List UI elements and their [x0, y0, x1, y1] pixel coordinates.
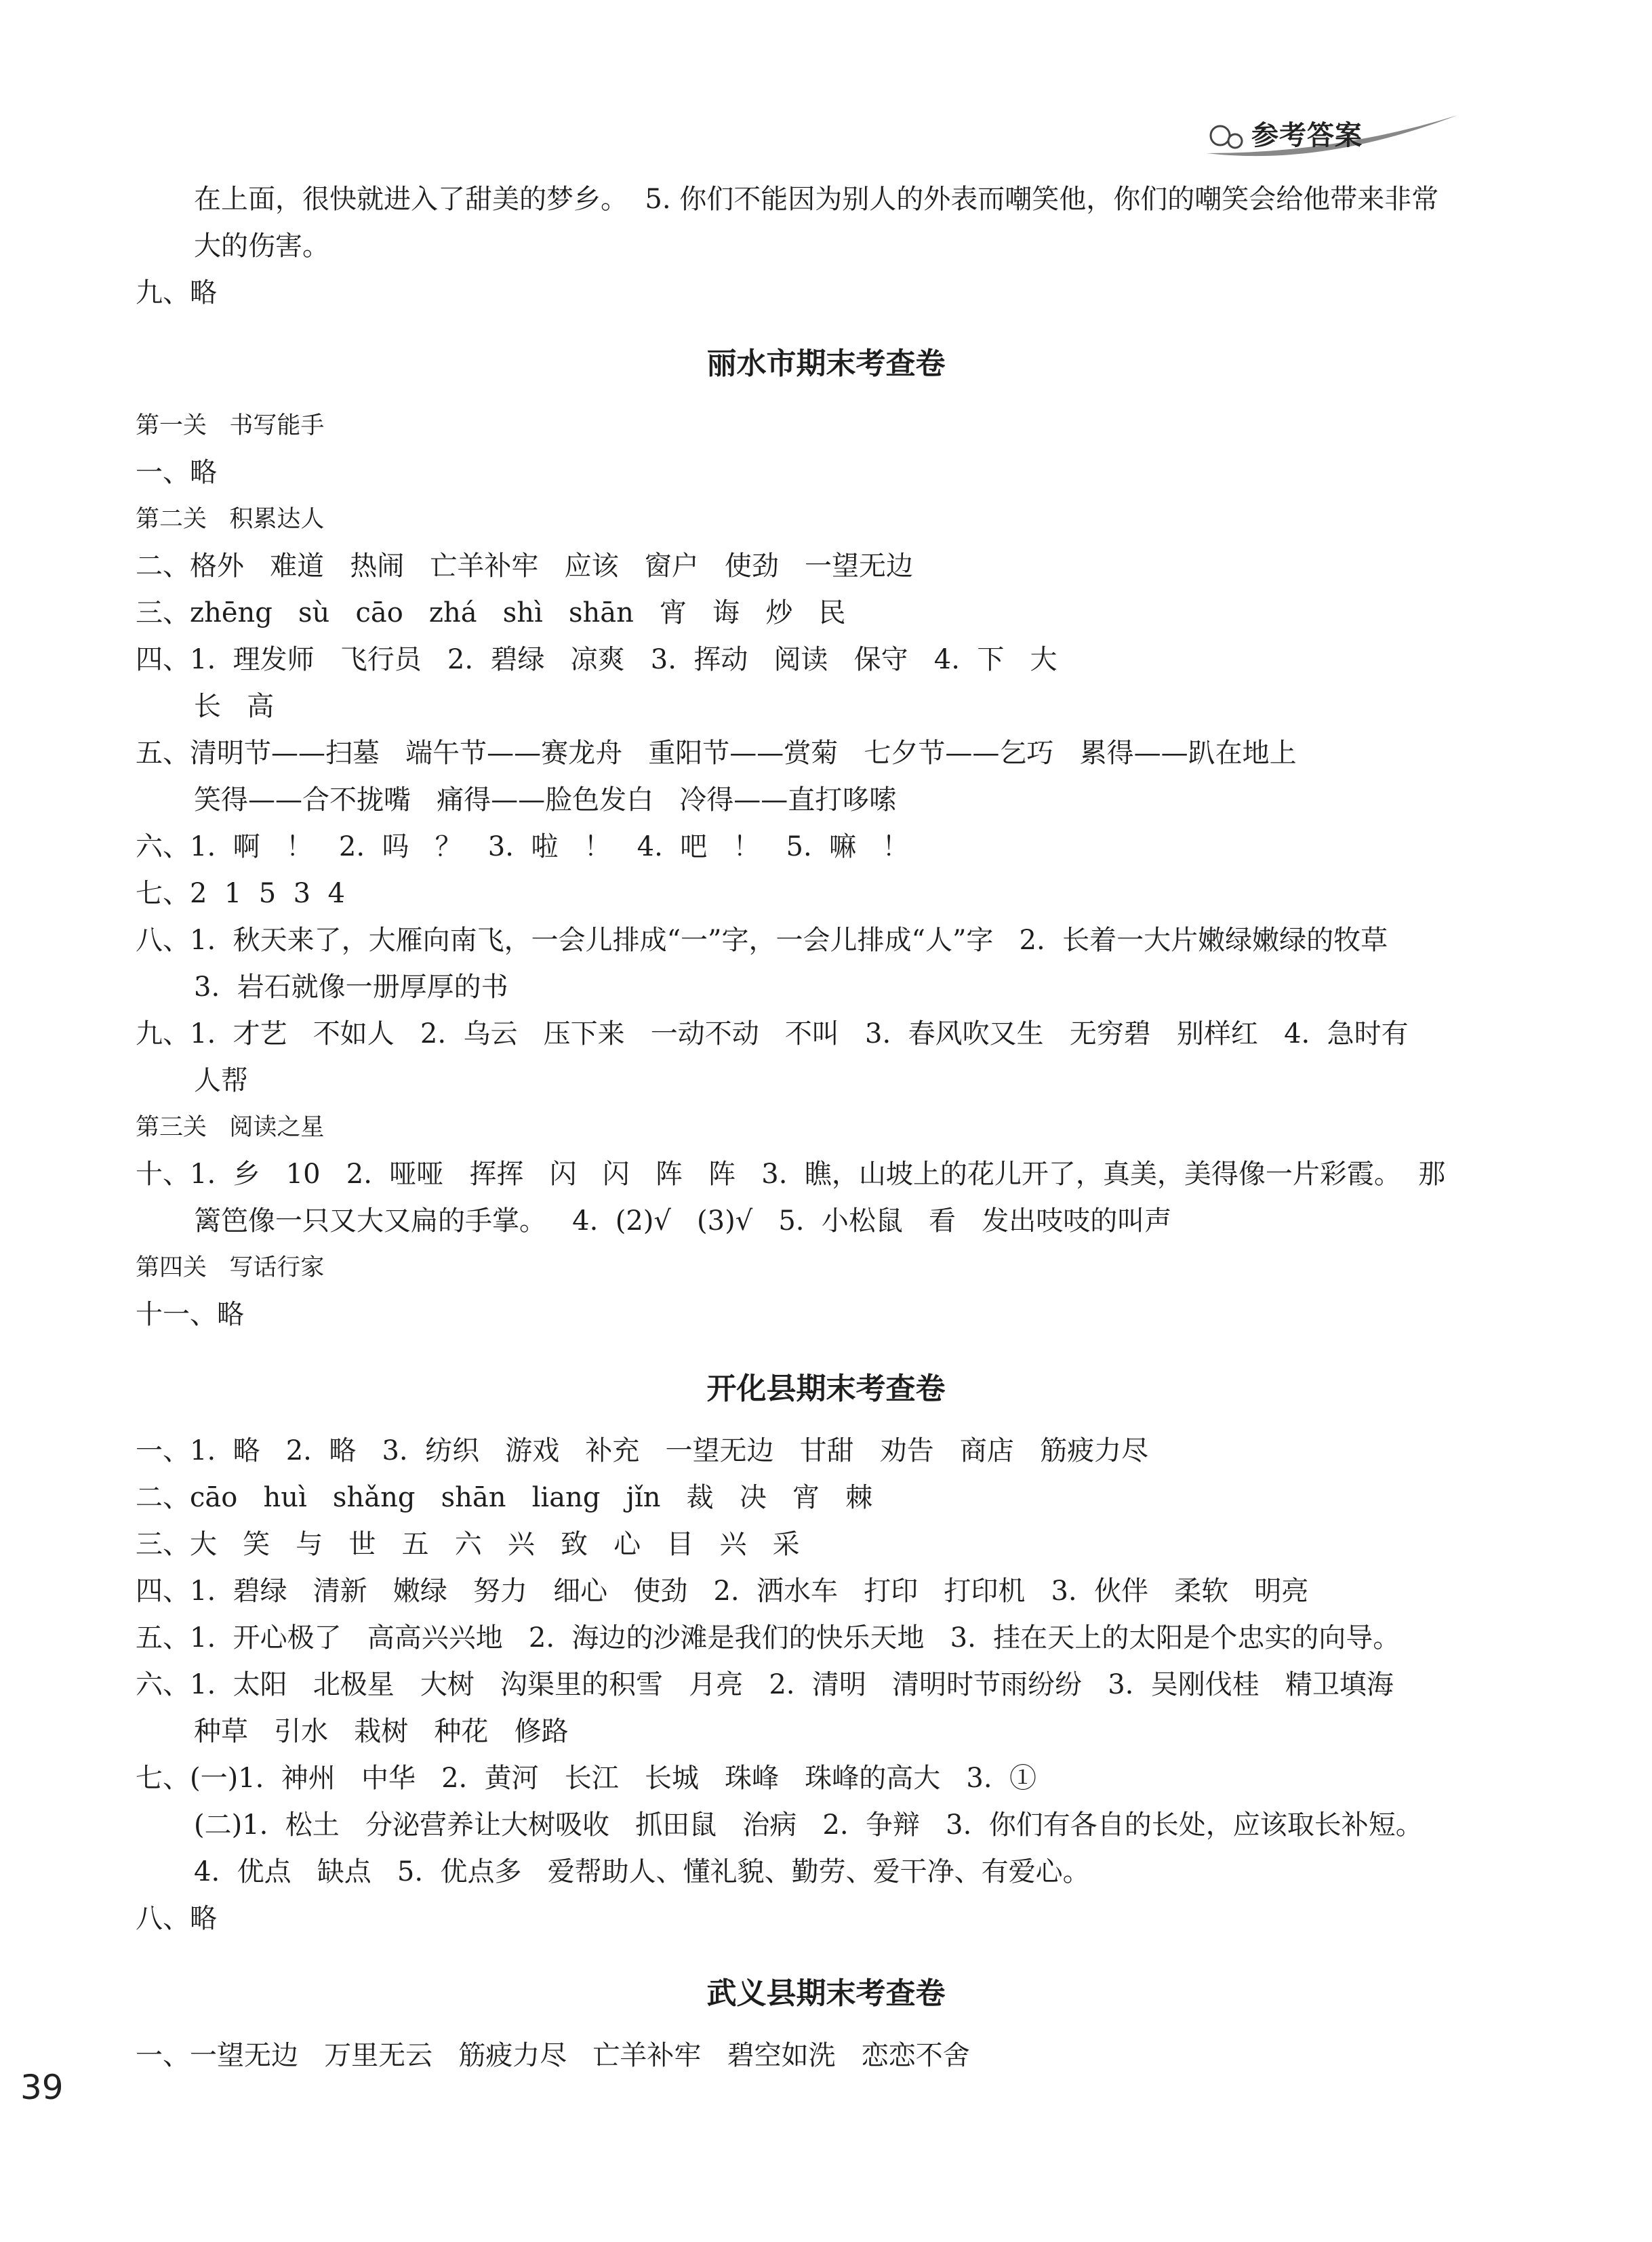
- text-line: 篱笆像一只又大又扁的手掌。 4. (2)√ (3)√ 5. 小松鼠 看 发出吱吱的叫声: [194, 1205, 1172, 1237]
- text-line: 种草 引水 栽树 种花 修路: [194, 1716, 569, 1747]
- section-title: 开化县期末考查卷: [706, 1372, 946, 1406]
- text-line: 四、1. 碧绿 清新 嫩绿 努力 细心 使劲 2. 洒水车 打印 打印机 3. 伙伴 柔软 明亮: [136, 1576, 1309, 1607]
- text-line: 二、格外 难道 热闹 亡羊补牢 应该 窗户 使劲 一望无边: [136, 551, 914, 582]
- text-line: 长 高: [194, 691, 275, 722]
- text-line: 七、(一)1. 神州 中华 2. 黄河 长江 长城 珠峰 珠峰的高大 3. ①: [136, 1763, 1037, 1794]
- text-line: 九、略: [136, 277, 217, 308]
- section-label: 第一关 书写能手: [136, 412, 325, 439]
- text-line: 三、zhēng sù cāo zhá shì shān 宵 诲 炒 民: [136, 597, 846, 628]
- text-line: 一、一望无边 万里无云 筋疲力尽 亡羊补牢 碧空如洗 恋恋不舍: [136, 2040, 970, 2071]
- text-line: 一、略: [136, 457, 217, 488]
- text-line: 七、2 1 5 3 4: [136, 878, 345, 909]
- text-line: 八、略: [136, 1903, 217, 1934]
- text-line: 一、1. 略 2. 略 3. 纺织 游戏 补充 一望无边 甘甜 劝告 商店 筋疲力尽: [136, 1435, 1149, 1466]
- text-line: 二、cāo huì shǎng shān liang jǐn 裁 决 宵 棘: [136, 1482, 873, 1513]
- text-line: 十、1. 乡 10 2. 哑哑 挥挥 闪 闪 阵 阵 3. 瞧，山坡上的花儿开了，真美，美得像一片彩霞。 那: [136, 1159, 1446, 1190]
- section-label: 第三关 阅读之星: [136, 1114, 325, 1141]
- text-line: 大的伤害。: [194, 231, 329, 262]
- text-line: 六、1. 太阳 北极星 大树 沟渠里的积雪 月亮 2. 清明 清明时节雨纷纷 3. 吴刚伐桂 精卫填海: [136, 1669, 1394, 1700]
- answer-key-badge: [1200, 113, 1471, 167]
- text-line: 四、1. 理发师 飞行员 2. 碧绿 凉爽 3. 挥动 阅读 保守 4. 下 大: [136, 644, 1057, 675]
- section-title: 武义县期末考查卷: [706, 1976, 946, 2011]
- text-line: (二)1. 松土 分泌营养让大树吸收 抓田鼠 治病 2. 争辩 3. 你们有各自的长处，应该取长补短。: [194, 1809, 1423, 1841]
- text-line: 4. 优点 缺点 5. 优点多 爱帮助人、懂礼貌、勤劳、爱干净、有爱心。: [194, 1856, 1090, 1887]
- section-title: 丽水市期末考查卷: [706, 346, 946, 381]
- text-line: 3. 岩石就像一册厚厚的书: [194, 972, 508, 1003]
- text-line: 十一、略: [136, 1299, 244, 1330]
- text-line: 人帮: [194, 1065, 248, 1096]
- text-line: 三、大 笑 与 世 五 六 兴 致 心 目 兴 采: [136, 1529, 800, 1560]
- page-number: 39: [20, 2068, 64, 2107]
- text-line: 五、清明节——扫墓 端午节——赛龙舟 重阳节——赏菊 七夕节——乞巧 累得——趴在地上: [136, 738, 1297, 769]
- text-line: 九、1. 才艺 不如人 2. 乌云 压下来 一动不动 不叫 3. 春风吹又生 无穷碧 别样红 4. 急时有: [136, 1018, 1409, 1049]
- answer-key-label: 参考答案: [1251, 120, 1363, 151]
- text-line: 在上面，很快就进入了甜美的梦乡。 5. 你们不能因为别人的外表而嘲笑他，你们的嘲笑会给他带来非常: [194, 184, 1439, 215]
- section-label: 第二关 积累达人: [136, 506, 325, 533]
- text-line: 笑得——合不拢嘴 痛得——脸色发白 冷得——直打哆嗦: [194, 784, 897, 816]
- section-label: 第四关 写话行家: [136, 1254, 325, 1281]
- text-line: 五、1. 开心极了 高高兴兴地 2. 海边的沙滩是我们的快乐天地 3. 挂在天上的太阳是个忠实的向导。: [136, 1622, 1401, 1654]
- text-line: 六、1. 啊 ！ 2. 吗 ？ 3. 啦 ！ 4. 吧 ！ 5. 嘛 ！: [136, 831, 910, 862]
- text-line: 八、1. 秋天来了，大雁向南飞，一会儿排成“一”字，一会儿排成“人”字 2. 长着一大片嫩绿嫩绿的牧草: [136, 925, 1388, 956]
